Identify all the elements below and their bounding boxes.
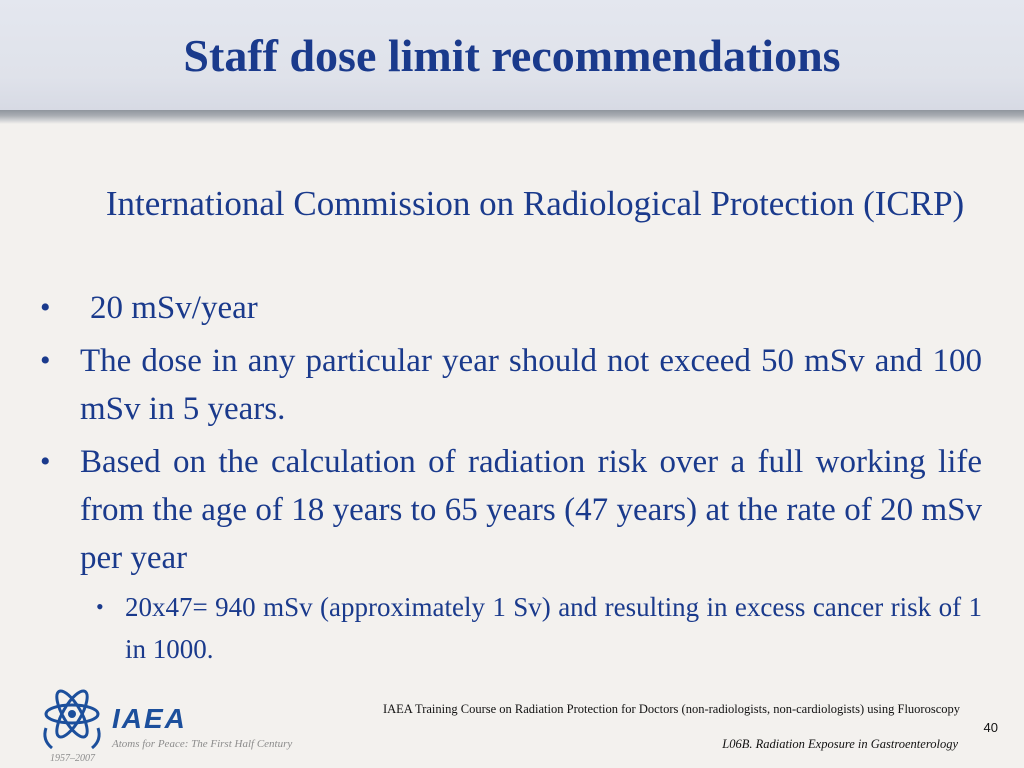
bullet-item: [40, 284, 982, 332]
header-divider: [0, 110, 1024, 124]
sub-bullet-item: [80, 586, 982, 670]
bullet-text: 20 mSv/year: [90, 290, 258, 326]
sub-bullet-list: [80, 586, 982, 670]
iaea-years: 1957–2007: [50, 753, 95, 764]
iaea-atom-logo-icon: [38, 688, 118, 758]
footer-course-title: IAEA Training Course on Radiation Protection for Doctors (non-radiologists, non-cardiologists) using Fluoroscopy: [382, 702, 960, 716]
sub-bullet-text: 20x47= 940 mSv (approximately 1 Sv) and resulting in excess cancer risk of 1 in 1000.: [125, 592, 982, 664]
bullet-text: Based on the calculation of radiation risk over a full working life from the age of 18 years to 65 years (47 years) at the rate of 20 mSv per year: [80, 444, 982, 576]
bullet-icon: •: [40, 344, 51, 377]
slide-title: Staff dose limit recommendations: [183, 30, 841, 81]
bullet-item: [40, 337, 982, 433]
bullet-icon: •: [40, 291, 51, 324]
iaea-wordmark: IAEA: [112, 703, 187, 734]
slide-subtitle: International Commission on Radiological Protection (ICRP): [105, 184, 965, 223]
bullet-text: The dose in any particular year should not exceed 50 mSv and 100 mSv in 5 years.: [80, 343, 982, 427]
iaea-tagline: Atoms for Peace: The First Half Century: [112, 738, 293, 750]
bullet-icon: •: [40, 445, 51, 478]
footer-lecture-title: L06B. Radiation Exposure in Gastroenterology: [722, 737, 958, 751]
bullet-icon: •: [96, 594, 104, 619]
bullet-item: [40, 438, 982, 670]
bullet-list: [40, 284, 982, 675]
page-number: 40: [983, 720, 998, 735]
